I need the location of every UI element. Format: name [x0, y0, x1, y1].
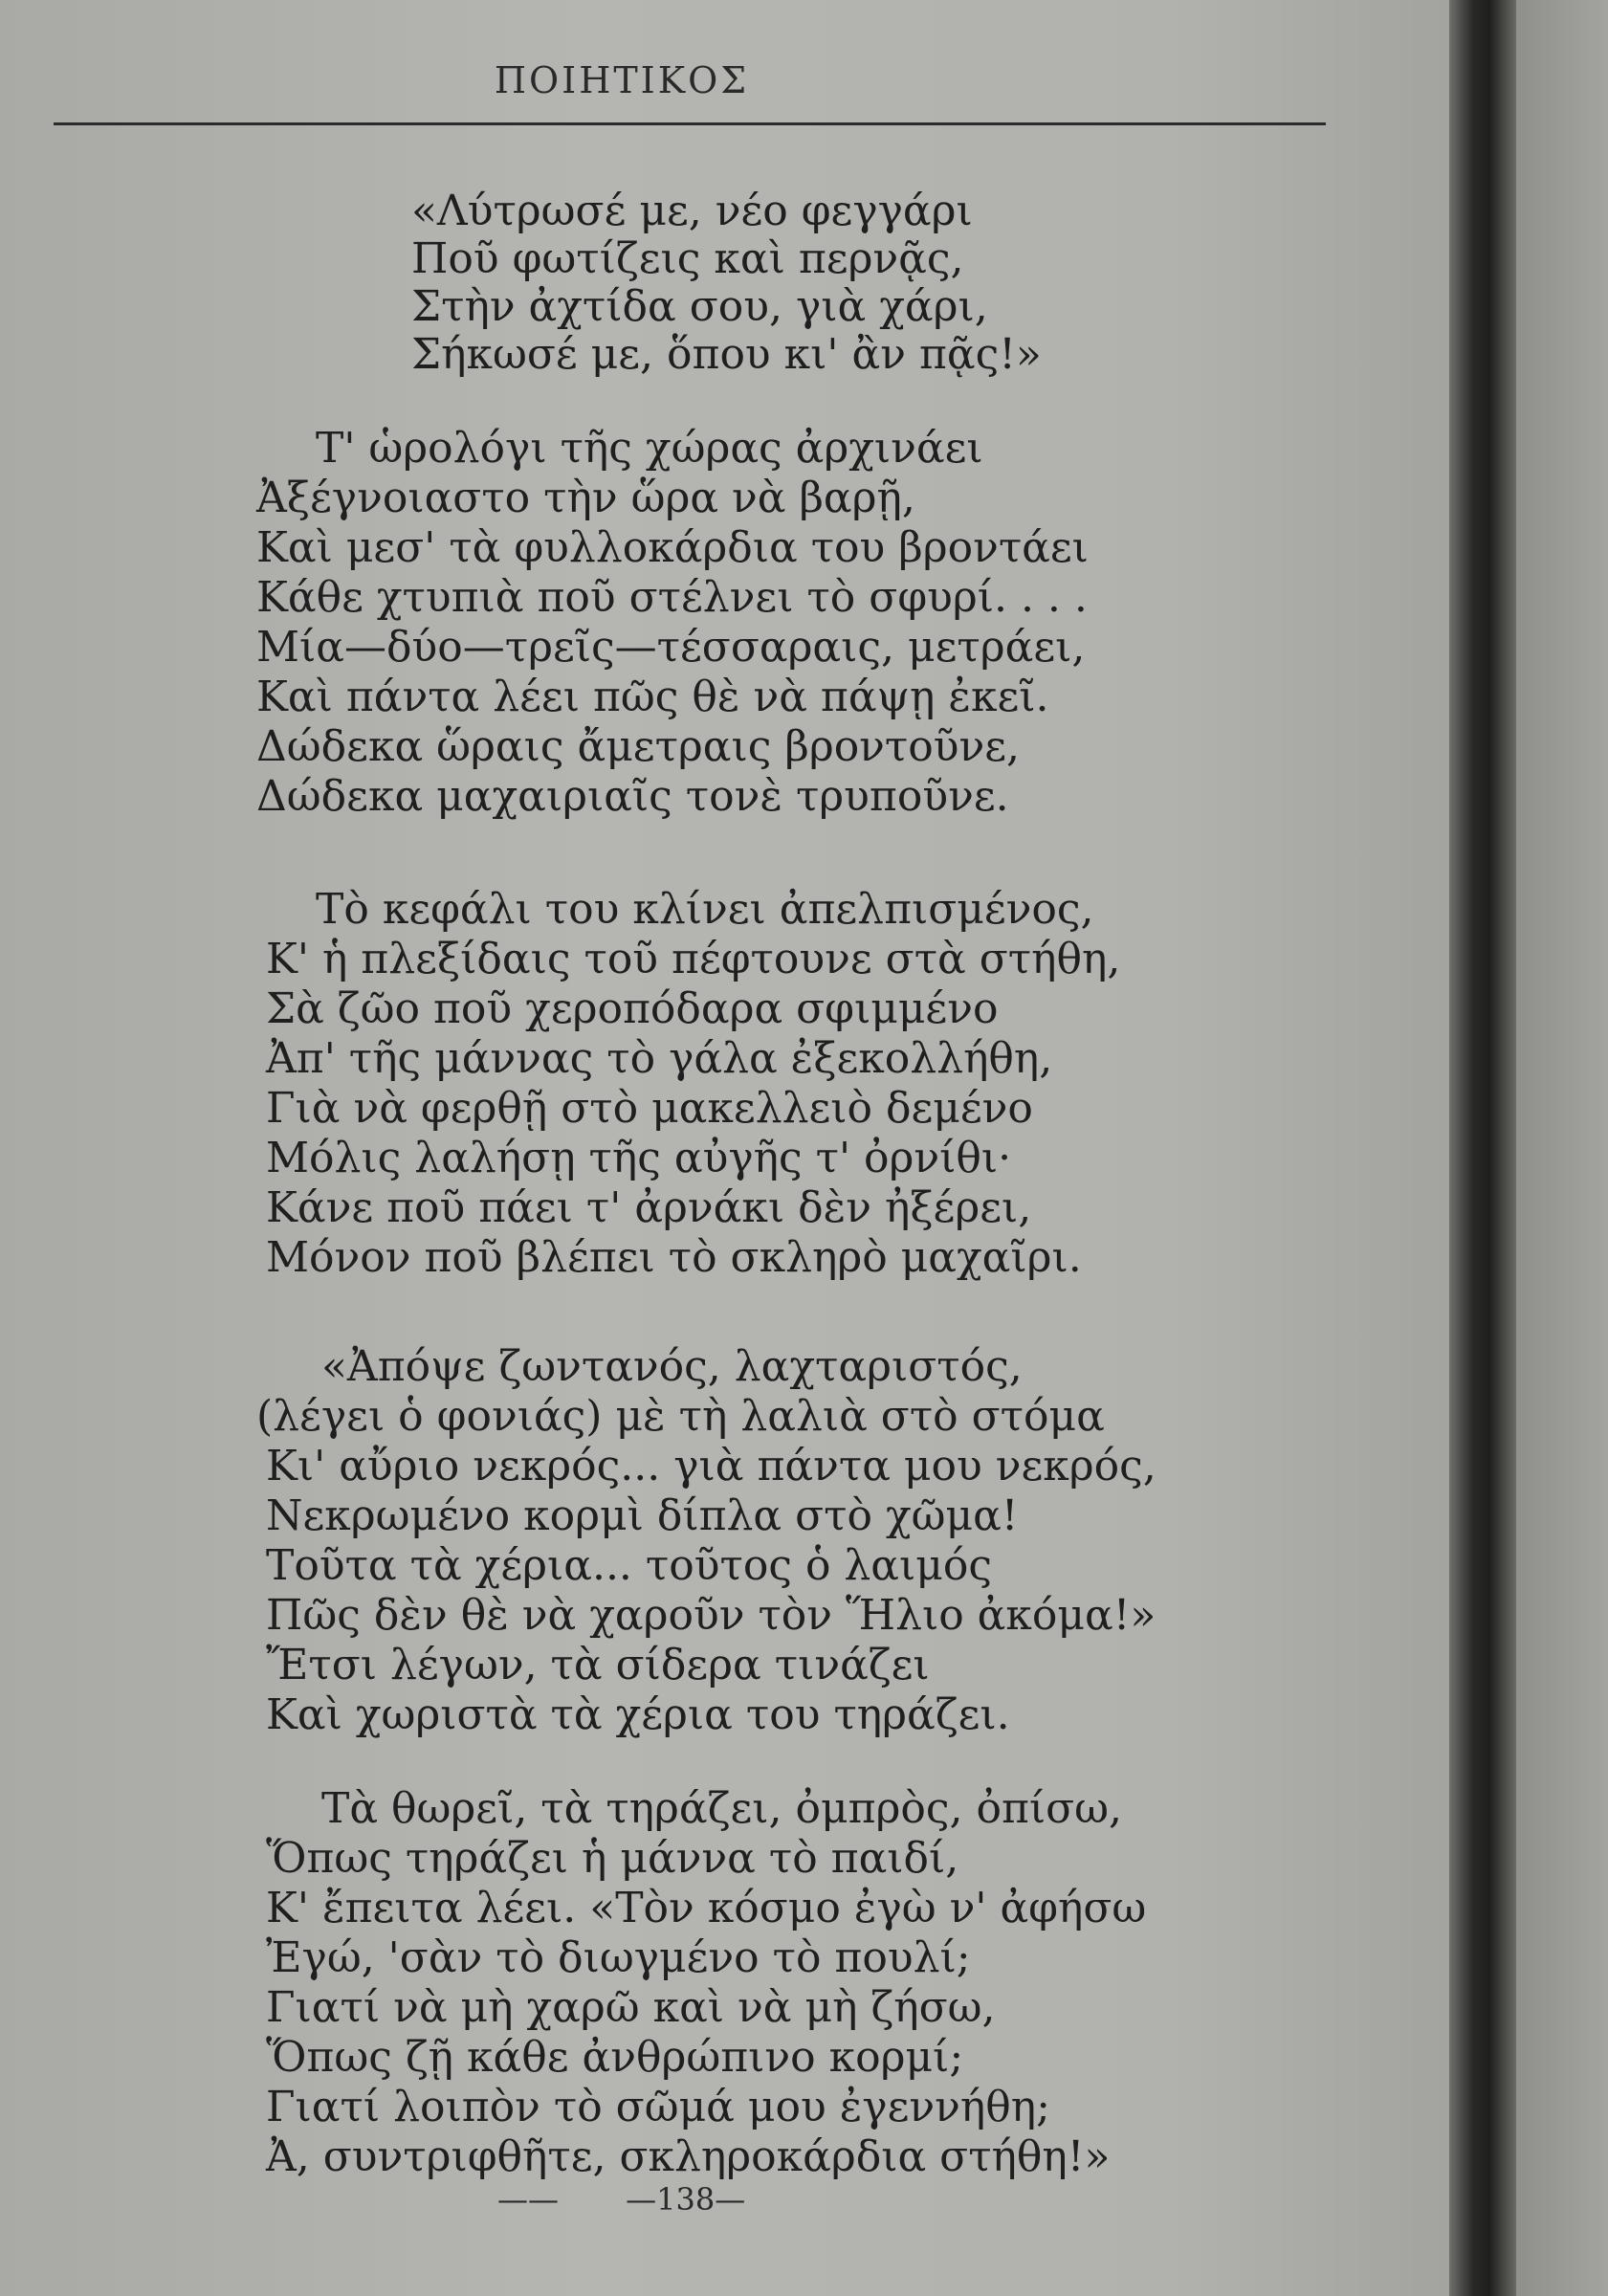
poem-line: Ἔτσι λέγων, τὰ σίδερα τινάζει: [266, 1641, 930, 1689]
poem-line: Ἀ, συντριφθῆτε, σκληροκάρδια στήθη!»: [266, 2132, 1111, 2181]
poem-line: Καὶ πάντα λέει πῶς θὲ νὰ πάψῃ ἐκεῖ.: [256, 673, 1049, 721]
poem-line: Μόλις λαλήσῃ τῆς αὐγῆς τ' ὀρνίθι·: [266, 1134, 1012, 1182]
poem-line: Γιατί λοιπὸν τὸ σῶμά μου ἐγεννήθη;: [266, 2083, 1050, 2131]
poem-line: Μία—δύο—τρεῖς—τέσσαραις, μετράει,: [256, 623, 1086, 672]
poem-line: Ὅπως ζῇ κάθε ἀνθρώπινο κορμί;: [266, 2033, 964, 2082]
poem-line: Γιατί νὰ μὴ χαρῶ καὶ νὰ μὴ ζήσω,: [266, 1983, 996, 2032]
poem-line: Δώδεκα μαχαιριαῖς τονὲ τρυποῦνε.: [256, 772, 1009, 821]
poem-line: Ἐγώ, 'σὰν τὸ διωγμένο τὸ πουλί;: [266, 1933, 971, 1982]
poem-line: Καὶ μεσ' τὰ φυλλοκάρδια του βροντάει: [256, 523, 1089, 572]
poem-line: Ἀπ' τῆς μάννας τὸ γάλα ἐξεκολλήθη,: [266, 1034, 1053, 1083]
footer-rule: ——: [497, 2181, 559, 2218]
poem-line: Πῶς δὲν θὲ νὰ χαροῦν τὸν Ἥλιο ἀκόμα!»: [266, 1591, 1156, 1640]
poem-line: Τὸ κεφάλι του κλίνει ἀπελπισμένος,: [316, 885, 1094, 934]
poem-line: Μόνον ποῦ βλέπει τὸ σκληρὸ μαχαῖρι.: [266, 1233, 1082, 1282]
book-spine-shadow: [1449, 0, 1516, 2296]
poem-line: Καὶ χωριστὰ τὰ χέρια του τηράζει.: [266, 1690, 1010, 1739]
poem-line: Γιὰ νὰ φερθῇ στὸ μακελλειὸ δεμένο: [266, 1084, 1033, 1133]
poem-line: Κι' αὔριο νεκρός... γιὰ πάντα μου νεκρός,: [266, 1442, 1156, 1490]
poem-line: Σὰ ζῶο ποῦ χεροπόδαρα σφιμμένο: [266, 984, 999, 1033]
page-number: —138—: [626, 2181, 746, 2218]
running-head: ΠΟΙΗΤΙΚΟΣ: [494, 59, 750, 101]
poem-line: Κ' ἔπειτα λέει. «Τὸν κόσμο ἐγὼ ν' ἀφήσω: [266, 1884, 1147, 1932]
poem-line: Τὰ θωρεῖ, τὰ τηράζει, ὀμπρὸς, ὀπίσω,: [321, 1784, 1123, 1833]
poem-line: Ποῦ φωτίζεις καὶ περνᾷς,: [411, 234, 964, 283]
page-footer: [497, 2181, 745, 2218]
poem-line: Τοῦτα τὰ χέρια... τοῦτος ὁ λαιμός: [266, 1541, 992, 1590]
poem-line: Κάθε χτυπιὰ ποῦ στέλνει τὸ σφυρί. . . .: [256, 573, 1088, 622]
poem-line: Κ' ἡ πλεξίδαις τοῦ πέφτουνε στὰ στήθη,: [266, 935, 1121, 983]
poem-line: Κάνε ποῦ πάει τ' ἀρνάκι δὲν ἠξέρει,: [266, 1183, 1032, 1232]
poem-line: Σήκωσέ με, ὅπου κι' ἂν πᾷς!»: [411, 330, 1042, 379]
poem-line: Δώδεκα ὥραις ἄμετραις βροντοῦνε,: [256, 722, 1021, 771]
poem-line: Στὴν ἀχτίδα σου, γιὰ χάρι,: [411, 282, 988, 331]
poem-line: (λέγει ὁ φονιάς) μὲ τὴ λαλιὰ στὸ στόμα: [256, 1392, 1105, 1441]
poem-line: «Λύτρωσέ με, νέο φεγγάρι: [411, 187, 973, 235]
poem-line: Νεκρωμένο κορμὶ δίπλα στὸ χῶμα!: [266, 1491, 1019, 1540]
poem-line: «Ἀπόψε ζωντανός, λαχταριστός,: [321, 1342, 1023, 1391]
adjacent-page-edge: [1516, 0, 1608, 2296]
poem-line: Τ' ὡρολόγι τῆς χώρας ἀρχινάει: [316, 424, 983, 473]
poem-line: Ὅπως τηράζει ἡ μάννα τὸ παιδί,: [266, 1834, 959, 1883]
poem-line: Ἀξέγνοιαστο τὴν ὥρα νὰ βαρῇ,: [256, 474, 915, 522]
